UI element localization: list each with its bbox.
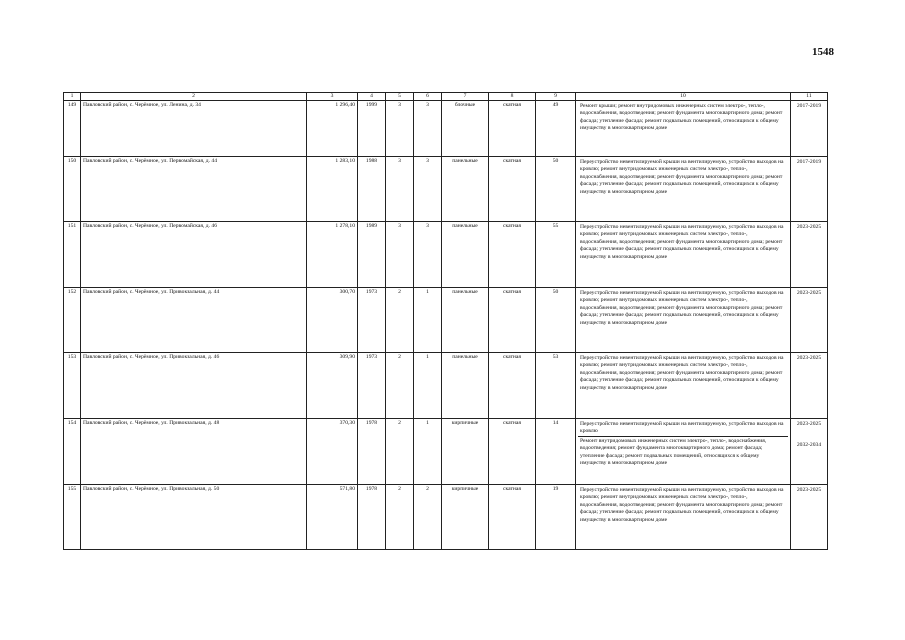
row-number: 154 — [64, 419, 81, 485]
work-item: Переустройство невентилируемой крыши на вентилируемую, устройство выходов на кровлю; ремонт внутридомовых инженерных систем электро-, тепло-, водоснабжения, водоотведения; ремонт фундамента многоквартирного дома; ремонт фасада; утепление фасада; ремонт подвальных помещений, относящихся к общему имуществу в многоквартирном доме — [580, 355, 784, 391]
roof-type-cell: скатная — [489, 485, 536, 550]
address-cell: Павловский район, с. Черёмное, ул. Привокзальная, д. 44 — [81, 288, 307, 353]
column-number: 9 — [536, 93, 576, 101]
table-row — [64, 419, 828, 485]
floors-cell: 3 — [386, 157, 414, 222]
page-number: 1548 — [812, 46, 834, 58]
row-number: 149 — [64, 101, 81, 157]
term-item: 2023-2025 — [796, 355, 822, 361]
column-number: 5 — [386, 93, 414, 101]
works-cell — [576, 222, 791, 288]
term-item: 2017-2019 — [796, 159, 822, 165]
work-item: Ремонт внутридомовых инженерных систем электро-, тепло-, водоснабжения, водоотведения; ремонт фундамента многоквартирного дома; ремонт фасада; утепление фасада; ремонт подвальных помещений, относящихся к общему имуществу в многоквартирном доме — [578, 436, 788, 469]
address-cell: Павловский район, с. Черёмное, ул. Привокзальная, д. 46 — [81, 353, 307, 419]
work-item: Ремонт крыши; ремонт внутридомовых инженерных систем электро-, тепло-, водоснабжения, водоотведения; ремонт фундамента многоквартирного дома; ремонт фасада; утепление фасада; ремонт подвальных помещений, относящихся к общему имуществу в многоквартирном доме — [580, 103, 783, 132]
table-row — [64, 485, 828, 550]
address-cell: Павловский район, с. Черёмное, ул. Ленина, д. 34 — [81, 101, 307, 157]
wall-material-cell: кирпичные — [442, 419, 489, 485]
area-cell: 309,90 — [307, 353, 358, 419]
year-cell: 1988 — [358, 157, 386, 222]
column-number: 1 — [64, 93, 81, 101]
term-cell — [791, 157, 828, 222]
column-number: 10 — [576, 93, 791, 101]
apartments-cell: 19 — [536, 485, 576, 550]
entrances-cell: 1 — [414, 419, 442, 485]
year-cell: 1989 — [358, 222, 386, 288]
address-cell: Павловский район, с. Черёмное, ул. Первомайская, д. 44 — [81, 157, 307, 222]
apartments-cell: 14 — [536, 419, 576, 485]
column-number-row — [64, 93, 828, 101]
work-item: Переустройство невентилируемой крыши на вентилируемую, устройство выходов на кровлю; ремонт внутридомовых инженерных систем электро-, тепло-, водоснабжения, водоотведения; ремонт фундамента многоквартирного дома; ремонт фасада; утепление фасада; ремонт подвальных помещений, относящихся к общему имуществу в многоквартирном доме — [580, 224, 784, 260]
entrances-cell: 1 — [414, 353, 442, 419]
row-number: 150 — [64, 157, 81, 222]
area-cell: 1 283,10 — [307, 157, 358, 222]
wall-material-cell: панельные — [442, 222, 489, 288]
address-cell: Павловский район, с. Черёмное, ул. Привокзальная, д. 48 — [81, 419, 307, 485]
address-cell: Павловский район, с. Черёмное, ул. Первомайская, д. 46 — [81, 222, 307, 288]
wall-material-cell: панельные — [442, 288, 489, 353]
apartments-cell: 50 — [536, 288, 576, 353]
year-cell: 1999 — [358, 101, 386, 157]
apartments-cell: 53 — [536, 353, 576, 419]
entrances-cell: 2 — [414, 485, 442, 550]
work-item: Переустройство невентилируемой крыши на вентилируемую, устройство выходов на кровлю; ремонт внутридомовых инженерных систем электро-, тепло-, водоснабжения, водоотведения; ремонт фундамента многоквартирного дома; ремонт фасада; утепление фасада; ремонт подвальных помещений, относящихся к общему имуществу в многоквартирном доме — [580, 290, 784, 326]
roof-type-cell: скатная — [489, 288, 536, 353]
table-row — [64, 157, 828, 222]
apartments-cell: 55 — [536, 222, 576, 288]
entrances-cell: 1 — [414, 288, 442, 353]
row-number: 153 — [64, 353, 81, 419]
works-cell — [576, 419, 791, 485]
entrances-cell: 3 — [414, 101, 442, 157]
work-item: Переустройство невентилируемой крыши на вентилируемую, устройство выходов на кровлю; ремонт внутридомовых инженерных систем электро-, тепло-, водоснабжения, водоотведения; ремонт фундамента многоквартирного дома; ремонт фасада; утепление фасада; ремонт подвальных помещений, относящихся к общему имуществу в многоквартирном доме — [580, 159, 784, 195]
term-cell — [791, 353, 828, 419]
housing-repair-table — [63, 92, 828, 550]
table-row — [64, 222, 828, 288]
term-cell — [791, 101, 828, 157]
year-cell: 1978 — [358, 419, 386, 485]
apartments-cell: 49 — [536, 101, 576, 157]
year-cell: 1978 — [358, 485, 386, 550]
floors-cell: 2 — [386, 419, 414, 485]
table-row — [64, 353, 828, 419]
term-item: 2017-2019 — [796, 103, 822, 109]
work-item: Переустройство невентилируемой крыши на вентилируемую, устройство выходов на кровлю; ремонт внутридомовых инженерных систем электро-, тепло-, водоснабжения, водоотведения; ремонт фундамента многоквартирного дома; ремонт фасада; утепление фасада; ремонт подвальных помещений, относящихся к общему имуществу в многоквартирном доме — [580, 487, 784, 523]
column-number: 6 — [414, 93, 442, 101]
column-number: 3 — [307, 93, 358, 101]
area-cell: 1 296,40 — [307, 101, 358, 157]
works-cell — [576, 157, 791, 222]
column-number: 8 — [489, 93, 536, 101]
area-cell: 1 278,10 — [307, 222, 358, 288]
wall-material-cell: панельные — [442, 157, 489, 222]
works-cell — [576, 288, 791, 353]
area-cell: 571,80 — [307, 485, 358, 550]
works-cell — [576, 353, 791, 419]
roof-type-cell: скатная — [489, 353, 536, 419]
table-row — [64, 101, 828, 157]
term-item: 2032-2034 — [796, 442, 822, 448]
floors-cell: 3 — [386, 101, 414, 157]
wall-material-cell: кирпичные — [442, 485, 489, 550]
row-number: 152 — [64, 288, 81, 353]
roof-type-cell: скатная — [489, 222, 536, 288]
term-item: 2023-2025 — [796, 290, 822, 296]
address-cell: Павловский район, с. Черёмное, ул. Привокзальная, д. 50 — [81, 485, 307, 550]
wall-material-cell: блочные — [442, 101, 489, 157]
row-number: 151 — [64, 222, 81, 288]
wall-material-cell: панельные — [442, 353, 489, 419]
term-cell — [791, 419, 828, 485]
entrances-cell: 3 — [414, 222, 442, 288]
floors-cell: 3 — [386, 222, 414, 288]
term-cell — [791, 485, 828, 550]
works-cell — [576, 101, 791, 157]
year-cell: 1973 — [358, 353, 386, 419]
roof-type-cell: скатная — [489, 101, 536, 157]
floors-cell: 2 — [386, 353, 414, 419]
term-item: 2023-2025 — [796, 487, 822, 493]
table-row — [64, 288, 828, 353]
term-cell — [791, 222, 828, 288]
entrances-cell: 3 — [414, 157, 442, 222]
term-item: 2023-2025 — [796, 421, 822, 427]
works-cell — [576, 485, 791, 550]
floors-cell: 2 — [386, 288, 414, 353]
column-number: 2 — [81, 93, 307, 101]
column-number: 11 — [791, 93, 828, 101]
apartments-cell: 50 — [536, 157, 576, 222]
row-number: 155 — [64, 485, 81, 550]
work-item: Переустройство невентилируемой крыши на вентилируемую, устройство выходов на кровлю — [580, 421, 784, 435]
year-cell: 1973 — [358, 288, 386, 353]
floors-cell: 2 — [386, 485, 414, 550]
area-cell: 370,30 — [307, 419, 358, 485]
column-number: 7 — [442, 93, 489, 101]
term-cell — [791, 288, 828, 353]
term-item: 2023-2025 — [796, 224, 822, 230]
column-number: 4 — [358, 93, 386, 101]
roof-type-cell: скатная — [489, 157, 536, 222]
area-cell: 300,70 — [307, 288, 358, 353]
roof-type-cell: скатная — [489, 419, 536, 485]
